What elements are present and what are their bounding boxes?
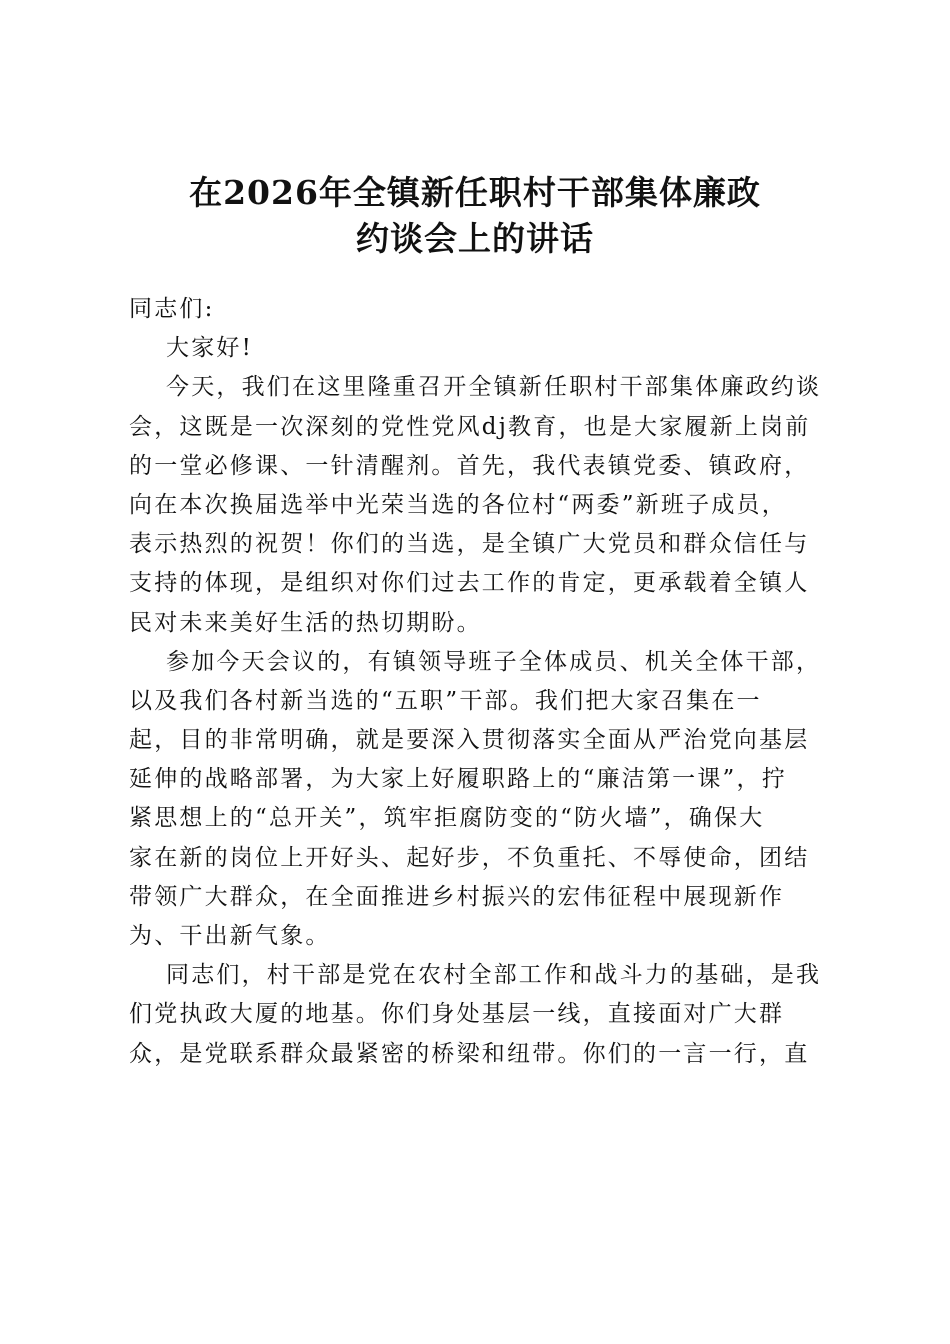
body-line: 民对未来美好生活的热切期盼。 (129, 609, 482, 636)
body-line: 以及我们各村新当选的“五职”干部。我们把大家召集在一 (129, 687, 762, 714)
body-line: 延伸的战略部署，为大家上好履职路上的“廉洁第一课”，拧 (129, 766, 787, 793)
body-line: 为、干出新气象。 (129, 923, 331, 949)
body-line: 众，是党联系群众最紧密的桥梁和纽带。你们的一言一行，直 (129, 1040, 810, 1067)
body-line: 支持的体现，是组织对你们过去工作的肯定，更承载着全镇人 (129, 570, 810, 597)
body-line: 们党执政大厦的地基。你们身处基层一线，直接面对广大群 (129, 1001, 785, 1028)
salutation: 同志们: (129, 296, 215, 322)
body-line: 同志们，村干部是党在农村全部工作和战斗力的基础，是我 (166, 962, 822, 989)
document-title-line-1: 在2026年全镇新任职村干部集体廉政 (189, 173, 761, 212)
body-line: 参加今天会议的，有镇领导班子全体成员、机关全体干部， (166, 648, 822, 675)
body-line: 带领广大群众，在全面推进乡村振兴的宏伟征程中展现新作 (129, 883, 785, 910)
body-line: 紧思想上的“总开关”，筑牢拒腐防变的“防火墙”，确保大 (129, 805, 765, 832)
body-line: 表示热烈的祝贺！你们的当选，是全镇广大党员和群众信任与 (129, 531, 810, 558)
document-body (129, 290, 829, 1074)
body-line: 向在本次换届选举中光荣当选的各位村“两委”新班子成员， (129, 491, 787, 518)
body-line: 今天，我们在这里隆重召开全镇新任职村干部集体廉政约谈 (166, 374, 822, 401)
body-line: 家在新的岗位上开好头、起好步，不负重托、不辱使命，团结 (129, 844, 810, 871)
body-line: 会，这既是一次深刻的党性党风dj教育，也是大家履新上岗前 (129, 413, 811, 440)
body-line: 的一堂必修课、一针清醒剂。首先，我代表镇党委、镇政府， (129, 452, 810, 479)
body-line: 起，目的非常明确，就是要深入贯彻落实全面从严治党向基层 (129, 727, 810, 754)
body-line: 大家好! (166, 335, 254, 362)
document-title-line-2: 约谈会上的讲话 (356, 219, 594, 258)
